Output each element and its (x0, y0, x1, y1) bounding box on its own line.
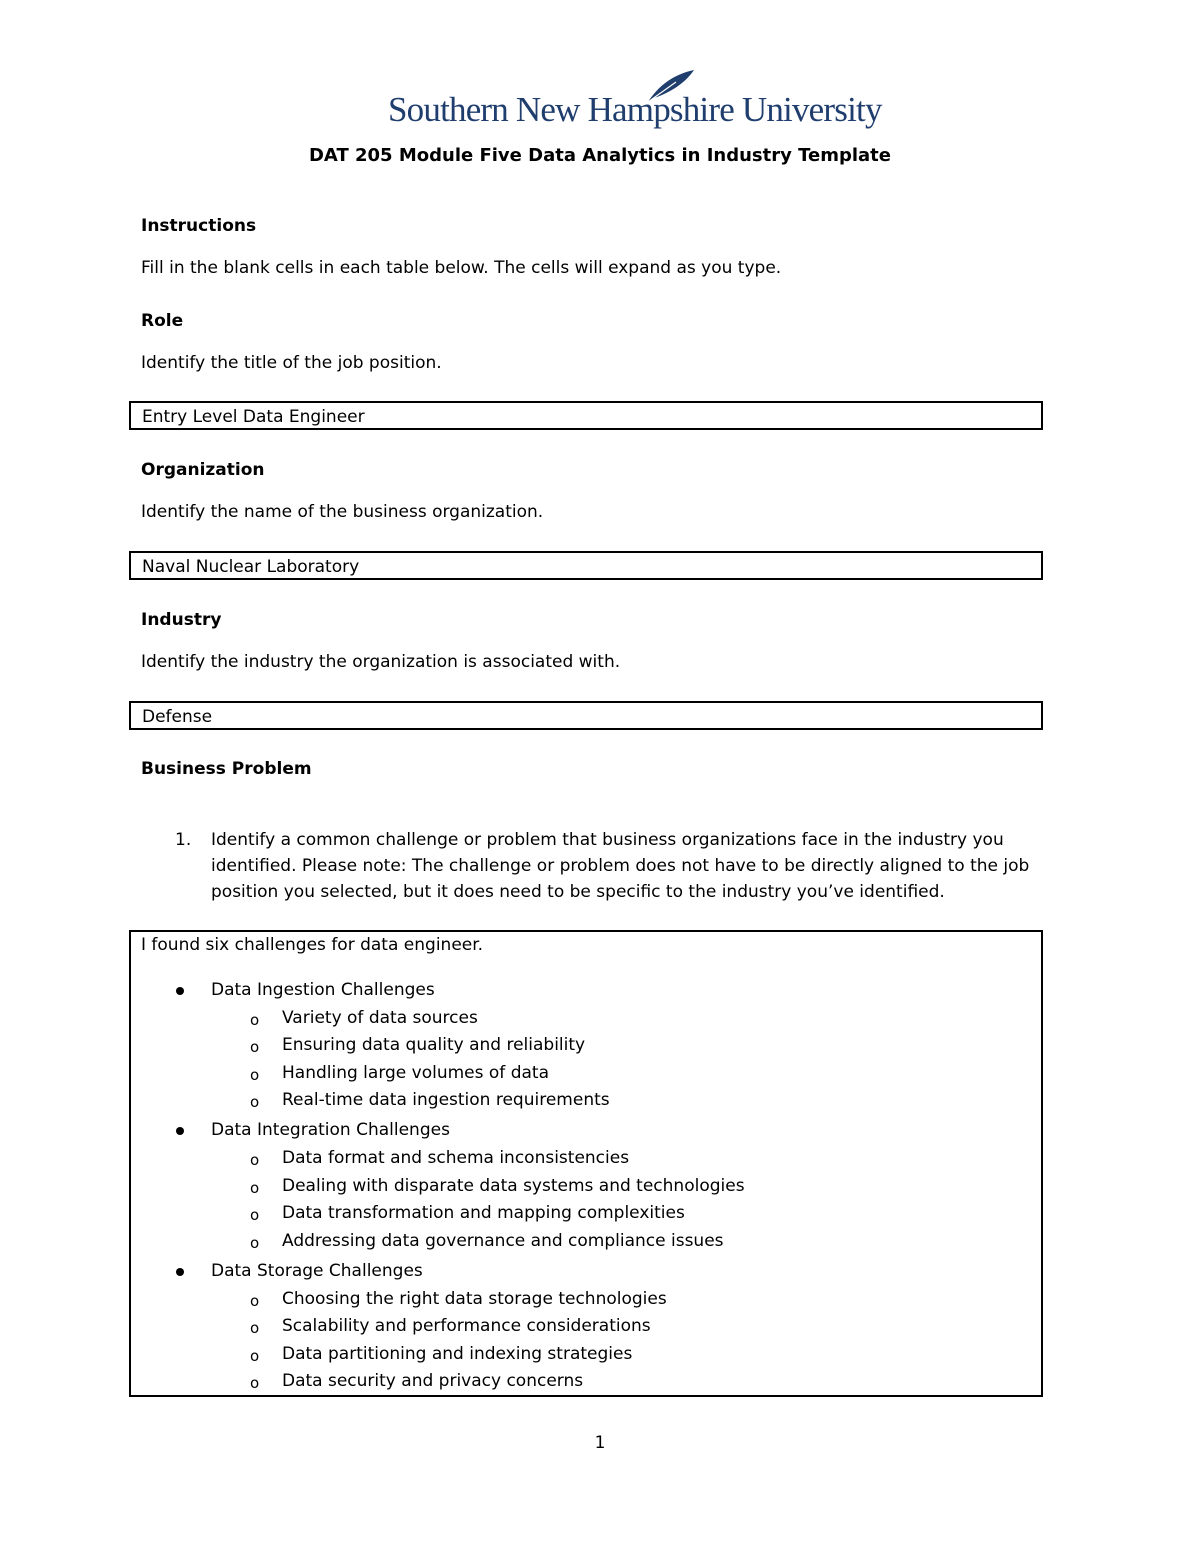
sub-bullet-icon: o (250, 1179, 260, 1197)
role-answer-cell[interactable] (129, 401, 1043, 430)
sub-list-item: Real-time data ingestion requirements (282, 1090, 610, 1110)
bullet-icon (176, 1268, 184, 1276)
list-item: Data Integration Challenges (211, 1120, 450, 1140)
sub-bullet-icon: o (250, 1151, 260, 1169)
question-line: position you selected, but it does need to be specific to the industry you’ve identified. (211, 882, 945, 902)
sub-bullet-icon: o (250, 1206, 260, 1224)
answer-intro[interactable]: I found six challenges for data engineer. (141, 935, 484, 955)
bullet-icon (176, 987, 184, 995)
sub-bullet-icon: o (250, 1374, 260, 1392)
sub-bullet-icon: o (250, 1347, 260, 1365)
organization-heading: Organization (141, 460, 265, 480)
sub-list-item: Choosing the right data storage technologies (282, 1289, 667, 1309)
instructions-heading: Instructions (141, 216, 257, 236)
university-logo (388, 70, 882, 136)
sub-list-item: Ensuring data quality and reliability (282, 1035, 586, 1055)
industry-prompt: Identify the industry the organization is associated with. (141, 652, 621, 672)
sub-list-item: Addressing data governance and compliance issues (282, 1231, 724, 1251)
organization-answer-cell[interactable] (129, 551, 1043, 580)
sub-bullet-icon: o (250, 1319, 260, 1337)
sub-bullet-icon: o (250, 1066, 260, 1084)
feather-icon (646, 70, 696, 104)
industry-answer-cell[interactable] (129, 701, 1043, 730)
bullet-icon (176, 1127, 184, 1135)
sub-list-item: Data partitioning and indexing strategies (282, 1344, 633, 1364)
sub-list-item: Dealing with disparate data systems and technologies (282, 1176, 745, 1196)
question-line: Identify a common challenge or problem that business organizations face in the industry you (211, 830, 1004, 850)
question-number: 1. (175, 830, 192, 850)
list-item: Data Storage Challenges (211, 1261, 423, 1281)
sub-list-item: Data security and privacy concerns (282, 1371, 584, 1391)
instructions-text: Fill in the blank cells in each table below. The cells will expand as you type. (141, 258, 782, 278)
sub-bullet-icon: o (250, 1292, 260, 1310)
question-line: identified. Please note: The challenge or problem does not have to be directly aligned to the job (211, 856, 1030, 876)
sub-list-item: Variety of data sources (282, 1008, 478, 1028)
sub-list-item: Data transformation and mapping complexities (282, 1203, 685, 1223)
sub-bullet-icon: o (250, 1234, 260, 1252)
industry-answer[interactable]: Defense (142, 707, 213, 727)
role-prompt: Identify the title of the job position. (141, 353, 442, 373)
sub-bullet-icon: o (250, 1011, 260, 1029)
organization-prompt: Identify the name of the business organization. (141, 502, 544, 522)
document-title: DAT 205 Module Five Data Analytics in Industry Template (308, 145, 891, 166)
page-number: 1 (594, 1433, 606, 1453)
organization-answer[interactable]: Naval Nuclear Laboratory (142, 557, 360, 577)
sub-list-item: Scalability and performance considerations (282, 1316, 651, 1336)
sub-bullet-icon: o (250, 1038, 260, 1056)
industry-heading: Industry (141, 610, 222, 630)
role-heading: Role (141, 311, 184, 331)
sub-bullet-icon: o (250, 1093, 260, 1111)
sub-list-item: Data format and schema inconsistencies (282, 1148, 630, 1168)
logo-text: Southern New Hampshire University (388, 90, 882, 129)
sub-list-item: Handling large volumes of data (282, 1063, 549, 1083)
list-item: Data Ingestion Challenges (211, 980, 435, 1000)
role-answer[interactable]: Entry Level Data Engineer (142, 407, 365, 427)
business-problem-heading: Business Problem (141, 759, 312, 779)
